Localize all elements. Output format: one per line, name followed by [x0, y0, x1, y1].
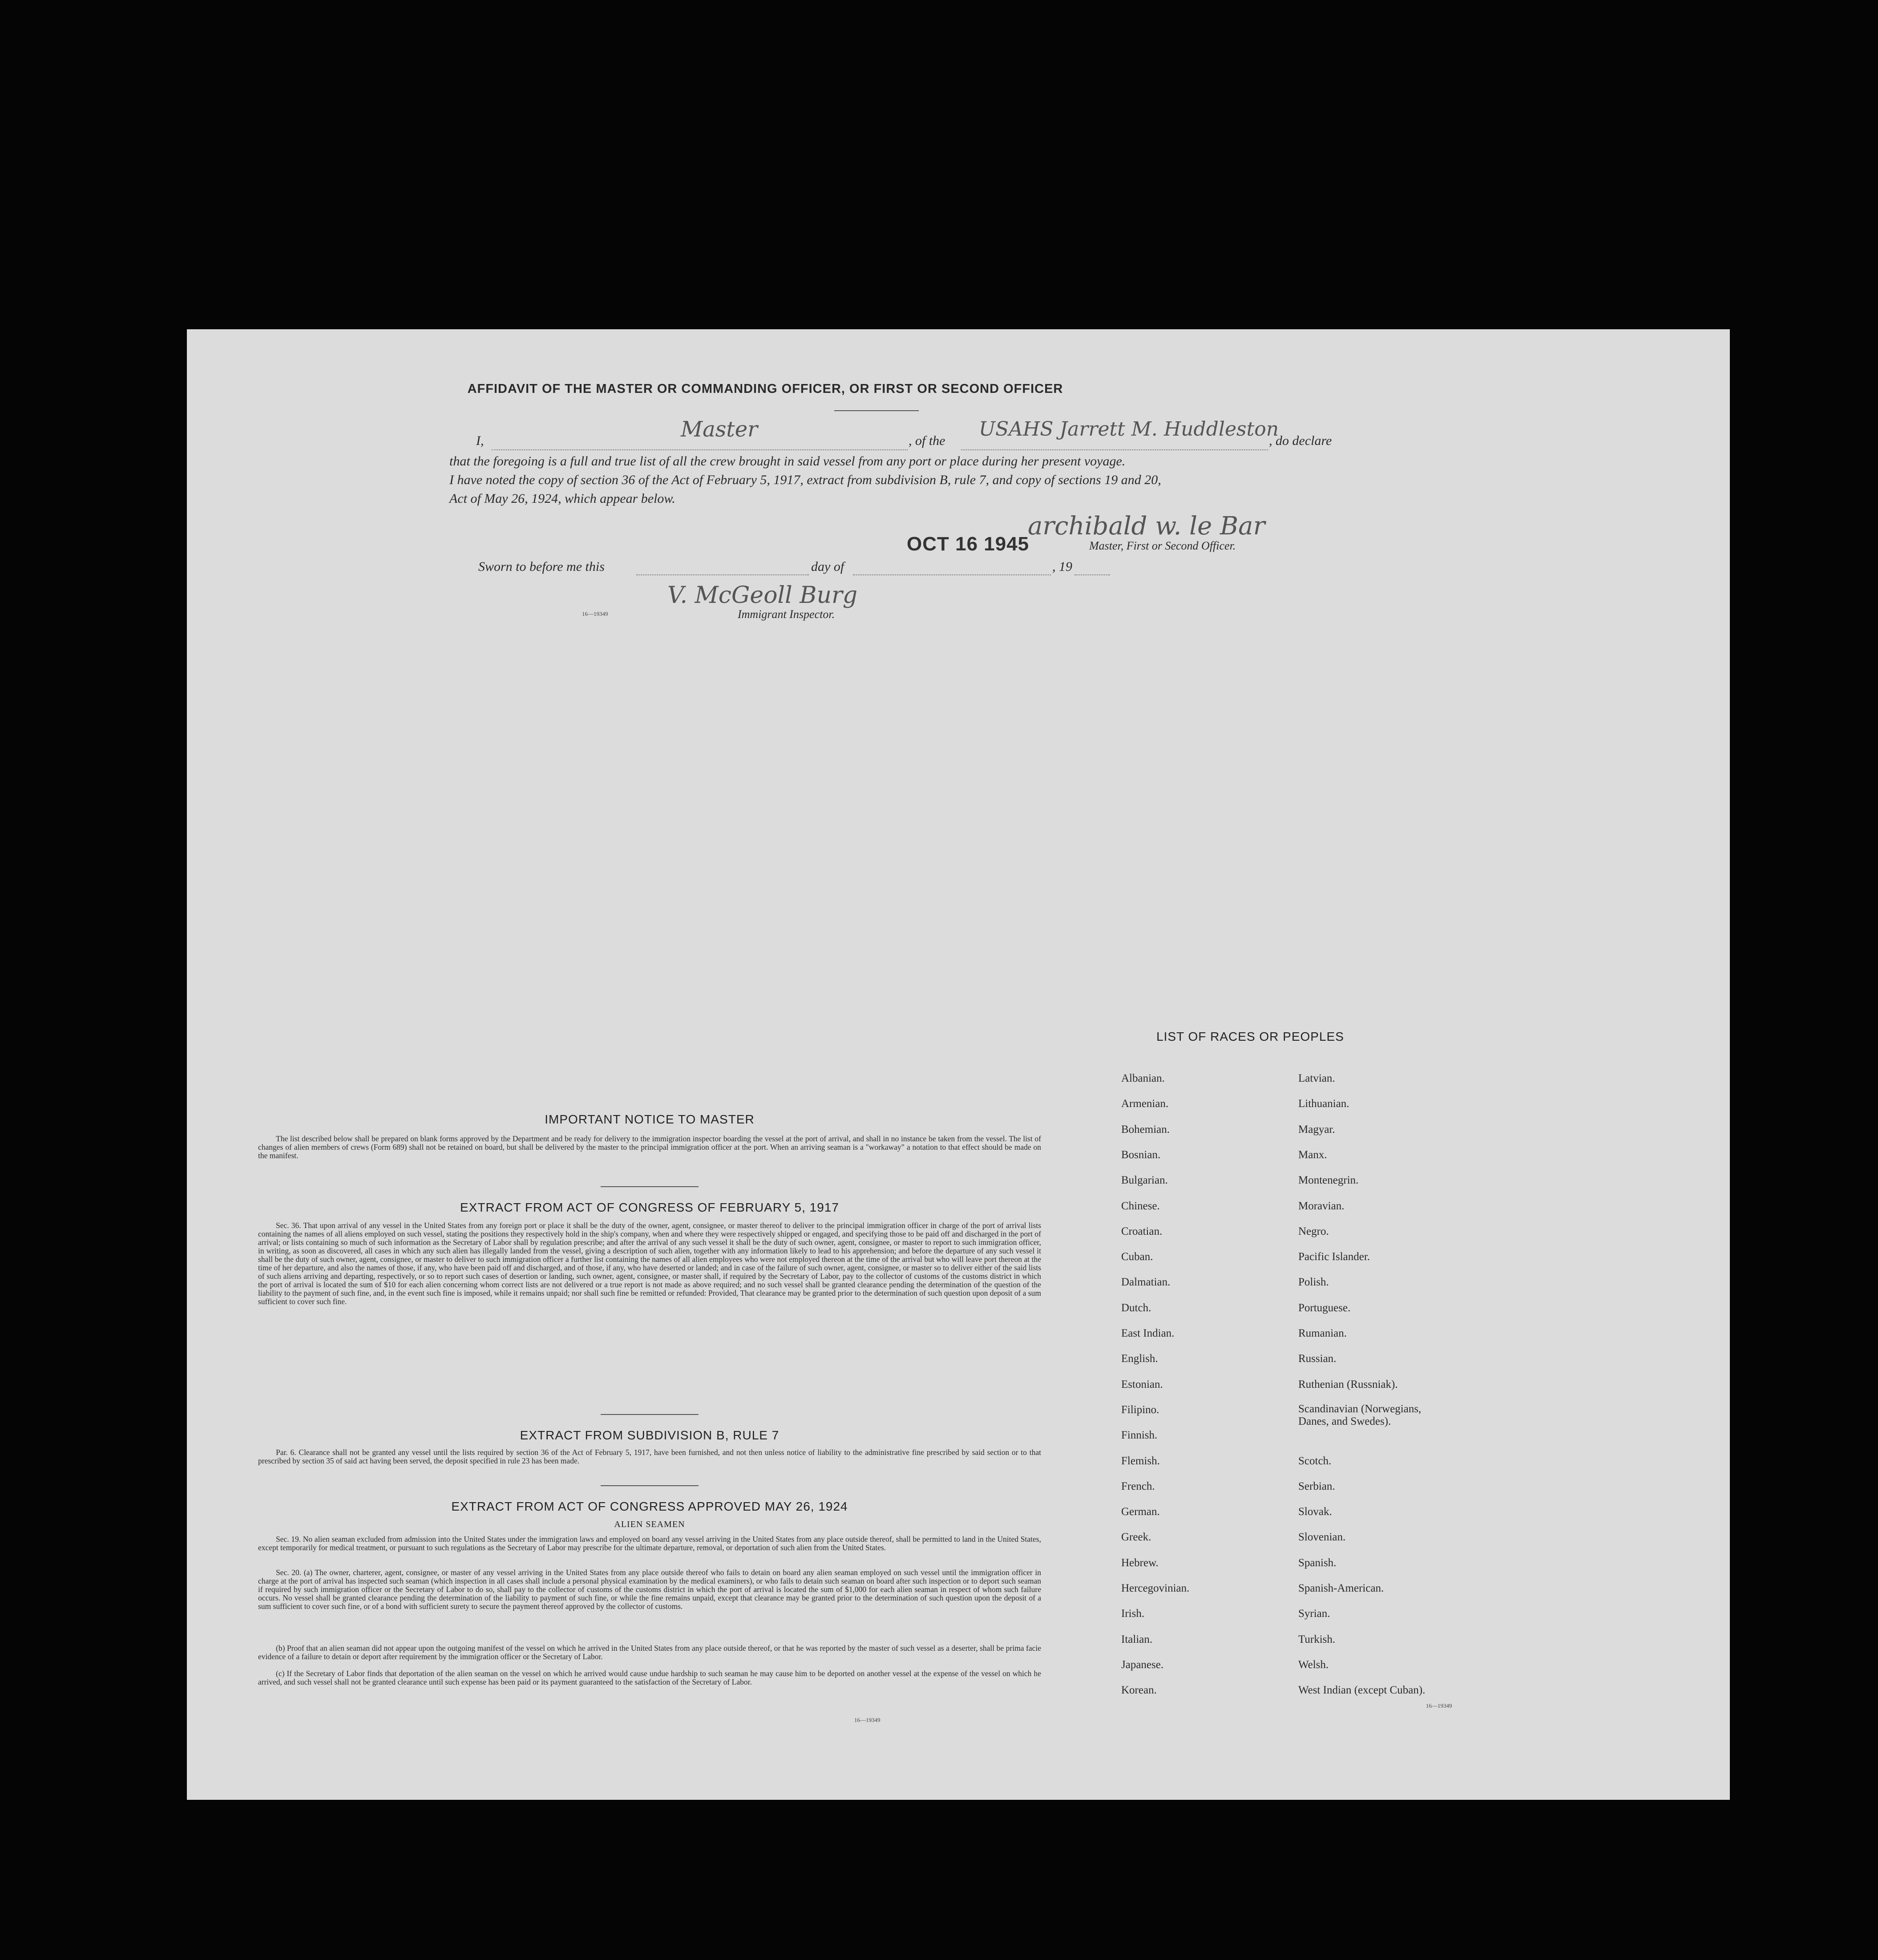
divider: [601, 1485, 699, 1486]
race-item: Estonian.: [1121, 1378, 1163, 1390]
race-item: Bosnian.: [1121, 1149, 1161, 1161]
extract-1924-title: EXTRACT FROM ACT OF CONGRESS APPROVED MAY 26, 1924: [451, 1499, 848, 1513]
race-item: Syrian.: [1298, 1608, 1330, 1620]
handwritten-vessel: USAHS Jarrett M. Huddleston: [979, 418, 1279, 440]
race-item: Serbian.: [1298, 1480, 1335, 1492]
race-item: Croatian.: [1121, 1225, 1163, 1237]
race-item: Armenian.: [1121, 1098, 1169, 1110]
rule7-title: EXTRACT FROM SUBDIVISION B, RULE 7: [520, 1428, 779, 1442]
race-item: Slovenian.: [1298, 1531, 1346, 1543]
line1-suffix: , do declare: [1269, 433, 1332, 448]
affidavit-title: AFFIDAVIT OF THE MASTER OR COMMANDING OFFICER, OR FIRST OR SECOND OFFICER: [467, 382, 1063, 396]
sworn-year: , 19: [1052, 559, 1072, 574]
race-item: Moravian.: [1298, 1200, 1345, 1212]
divider: [601, 1186, 699, 1187]
date-stamp: OCT 16 1945: [907, 533, 1030, 555]
race-item: Russian.: [1298, 1353, 1337, 1365]
officer-signature: archibald w. le Bar: [1028, 512, 1265, 541]
sworn-day: day of: [811, 559, 844, 574]
race-item: East Indian.: [1121, 1327, 1175, 1339]
affidavit-line1: [476, 417, 1482, 451]
line1-mid: , of the: [909, 433, 945, 448]
title-divider: [834, 410, 919, 411]
race-item: Rumanian.: [1298, 1327, 1347, 1339]
form-number-left: 16—19349: [854, 1717, 880, 1723]
alien-seamen-subtitle: ALIEN SEAMEN: [614, 1520, 685, 1529]
race-item: Cuban.: [1121, 1251, 1153, 1263]
race-item: Latvian.: [1298, 1072, 1335, 1084]
race-item: Portuguese.: [1298, 1302, 1351, 1314]
officer-caption: Master, First or Second Officer.: [1089, 539, 1236, 552]
race-item: Montenegrin.: [1298, 1174, 1359, 1186]
race-item: Ruthenian (Russniak).: [1298, 1378, 1398, 1390]
extract-1917-title: EXTRACT FROM ACT OF CONGRESS OF FEBRUARY 5, 1917: [460, 1200, 839, 1214]
race-item: Lithuanian.: [1298, 1098, 1349, 1110]
race-item: Pacific Islander.: [1298, 1251, 1370, 1263]
race-item: Japanese.: [1121, 1659, 1164, 1671]
sec20a-text: Sec. 20. (a) The owner, charterer, agent, consignee, or master of any vessel arriving in the United States from any place outside thereof who fails to detain on board any alien seaman employed on such vessel until the immigration officer in charge at the port of arrival has inspected such seaman (which inspection in all cases shall include a personal physical examination by the medical examiners), or who fails to detain such seaman on board after such inspection or to deport such seaman if required by such immigration officer or the Secretary of Labor to do so, shall pay to the collector of customs of the customs district in which the port of arrival is located the sum of $1,000 for each alien seaman in respect of whom such failure occurs. No vessel shall be granted clearance pending the determination of the liability to payment of such fine, or while the fine remains unpaid, except that clearance may be granted prior to the determination of such question upon the deposit of a sum sufficient to cover such fine, or of a bond with sufficient surety to secure the payment thereof approved by the collector of customs.: [258, 1568, 1041, 1611]
sec20b-text: (b) Proof that an alien seaman did not appear upon the outgoing manifest of the vessel on which he arrived in the United States from any place outside thereof, or that he was reported by the master of such vessel as a deserter, shall be prima facie evidence of a failure to detain or deport after requirement by the immigration officer or the Secretary of Labor.: [258, 1644, 1041, 1661]
race-item: Welsh.: [1298, 1659, 1329, 1671]
race-item: Chinese.: [1121, 1200, 1160, 1212]
race-item: Hercegovinian.: [1121, 1582, 1190, 1594]
inspector-signature: V. McGeoll Burg: [667, 582, 858, 609]
race-item: Flemish.: [1121, 1455, 1160, 1467]
race-item: Albanian.: [1121, 1072, 1165, 1084]
sworn-date-blank: [636, 558, 809, 575]
race-item: Korean.: [1121, 1684, 1157, 1696]
race-item: English.: [1121, 1353, 1158, 1365]
form-number-right: 16—19349: [1426, 1702, 1452, 1709]
race-item: Bulgarian.: [1121, 1174, 1168, 1186]
race-item: Greek.: [1121, 1531, 1151, 1543]
race-item: Manx.: [1298, 1149, 1327, 1161]
race-item: German.: [1121, 1506, 1160, 1518]
race-item: Italian.: [1121, 1633, 1153, 1645]
race-item: Slovak.: [1298, 1506, 1332, 1518]
document-page: [187, 329, 1730, 1800]
race-item: Turkish.: [1298, 1633, 1336, 1645]
race-item: Spanish.: [1298, 1557, 1337, 1569]
extract-1917-text: Sec. 36. That upon arrival of any vessel in the United States from any foreign port or place it shall be the duty of the owner, agent, consignee, or master thereof to deliver to the principal immigration officer in charge of the port of arrival lists containing the names of all aliens employed on such vessel, stating the positions they respectively hold in the ship's company, when and where they were respectively shipped or engaged, and specifying those to be paid off and discharged in the port of arrival; or lists containing so much of such information as the Secretary of Labor shall by regulation prescribe; and after the arrival of any such vessel it shall be the duty of such owner, agent, consignee, or master to report to such immigration officer, in writing, as soon as discovered, all cases in which any such alien has illegally landed from the vessel, giving a description of such alien, together with any information likely to lead to his apprehension; and before the departure of any such vessel it shall be the duty of such owner, agent, consignee, or master to deliver to such immigration officer a further list containing the names of all alien employees who were not employed thereon at the time of the arrival but who will leave port thereon at the time of her departure, and also the names of those, if any, who have been paid off and discharged, and of those, if any, who have deserted or landed; and in case of the failure of such owner, agent, consignee, or master so to deliver either of the said lists of such aliens arriving and departing, respectively, or so to report such cases of desertion or landing, such owner, agent, consignee, or master shall, if required by the Secretary of Labor, pay to the collector of customs of the customs district in which the port of arrival is located the sum of $10 for each alien concerning whom correct lists are not delivered or a true report is not made as above required; and no such vessel shall be granted clearance pending the determination of the question of the liability to the payment of such fine, and, in the event such fine is imposed, while it remains unpaid; nor shall such fine be remitted or refunded: Provided, That clearance may be granted prior to the determination of such question upon deposit of a sum sufficient to cover such fine.: [258, 1221, 1041, 1306]
race-item: West Indian (except Cuban).: [1298, 1684, 1426, 1696]
notice-title: IMPORTANT NOTICE TO MASTER: [545, 1112, 755, 1126]
race-item: French.: [1121, 1480, 1155, 1492]
sworn-line: [478, 558, 1110, 576]
race-item: Dutch.: [1121, 1302, 1151, 1314]
name-blank: [492, 417, 908, 450]
affidavit-line4: Act of May 26, 1924, which appear below.: [449, 491, 675, 506]
race-item: Hebrew.: [1121, 1557, 1159, 1569]
line1-prefix: I,: [476, 433, 484, 448]
sworn-year-blank: [1074, 558, 1110, 575]
sec19-text: Sec. 19. No alien seaman excluded from admission into the United States under the immigration laws and employed on board any vessel arriving in the United States from any place outside thereof, shall be permitted to land in the United States, except temporarily for medical treatment, or pursuant to such regulations as the Secretary of Labor may prescribe for the ultimate departure, removal, or deportation of such alien from the United States.: [258, 1535, 1041, 1552]
affidavit-line3: I have noted the copy of section 36 of the Act of February 5, 1917, extract from subdivision B, rule 7, and copy of sections 19 and 20,: [449, 473, 1161, 487]
affidavit-line2: that the foregoing is a full and true list of all the crew brought in said vessel from any port or place during her present voyage.: [449, 454, 1126, 469]
race-item: Negro.: [1298, 1225, 1329, 1237]
sec20c-text: (c) If the Secretary of Labor finds that deportation of the alien seaman on the vessel on which he arrived would cause undue hardship to such seaman he may cause him to be deported on another vessel at the expense of the vessel on which he arrived, and such vessel shall not be granted clearance until such expense has been paid or its payment guaranteed to the satisfaction of the Secretary of Labor.: [258, 1669, 1041, 1686]
race-item: Magyar.: [1298, 1123, 1335, 1136]
race-item: Scandinavian (Norwegians, Danes, and Swedes).: [1298, 1403, 1422, 1427]
inspector-caption: Immigrant Inspector.: [738, 608, 835, 621]
race-item: Polish.: [1298, 1276, 1329, 1288]
notice-text: The list described below shall be prepared on blank forms approved by the Department and be ready for delivery to the immigration inspector boarding the vessel at the port of arrival, and shall in no instance be taken from the vessel. The list of changes of alien members of crews (Form 689) shall not be retained on board, but shall be delivered by the master to the principal immigration officer at the port. When an arriving seaman is a "workaway" a notation to that effect should be made on the manifest.: [258, 1134, 1041, 1160]
race-item: Scotch.: [1298, 1455, 1332, 1467]
handwritten-name: Master: [681, 417, 758, 442]
form-number-top: 16—19349: [582, 610, 608, 617]
race-item: Bohemian.: [1121, 1123, 1170, 1136]
vessel-blank: [961, 418, 1279, 450]
race-item: Spanish-American.: [1298, 1582, 1384, 1594]
divider: [601, 1414, 699, 1415]
sworn-prefix: Sworn to before me this: [478, 559, 605, 574]
race-item: Irish.: [1121, 1608, 1145, 1620]
sworn-month-blank: [853, 558, 1051, 575]
race-item: Dalmatian.: [1121, 1276, 1171, 1288]
races-title: LIST OF RACES OR PEOPLES: [1156, 1030, 1344, 1043]
race-item: Finnish.: [1121, 1429, 1158, 1441]
race-item: Filipino.: [1121, 1404, 1159, 1416]
rule7-text: Par. 6. Clearance shall not be granted any vessel until the lists required by section 36 of the Act of February 5, 1917, have been furnished, and not then unless notice of liability to the administrative fine prescribed by said section or to that prescribed by section 35 of said act having been served, the deposit specified in rule 23 has been made.: [258, 1448, 1041, 1465]
